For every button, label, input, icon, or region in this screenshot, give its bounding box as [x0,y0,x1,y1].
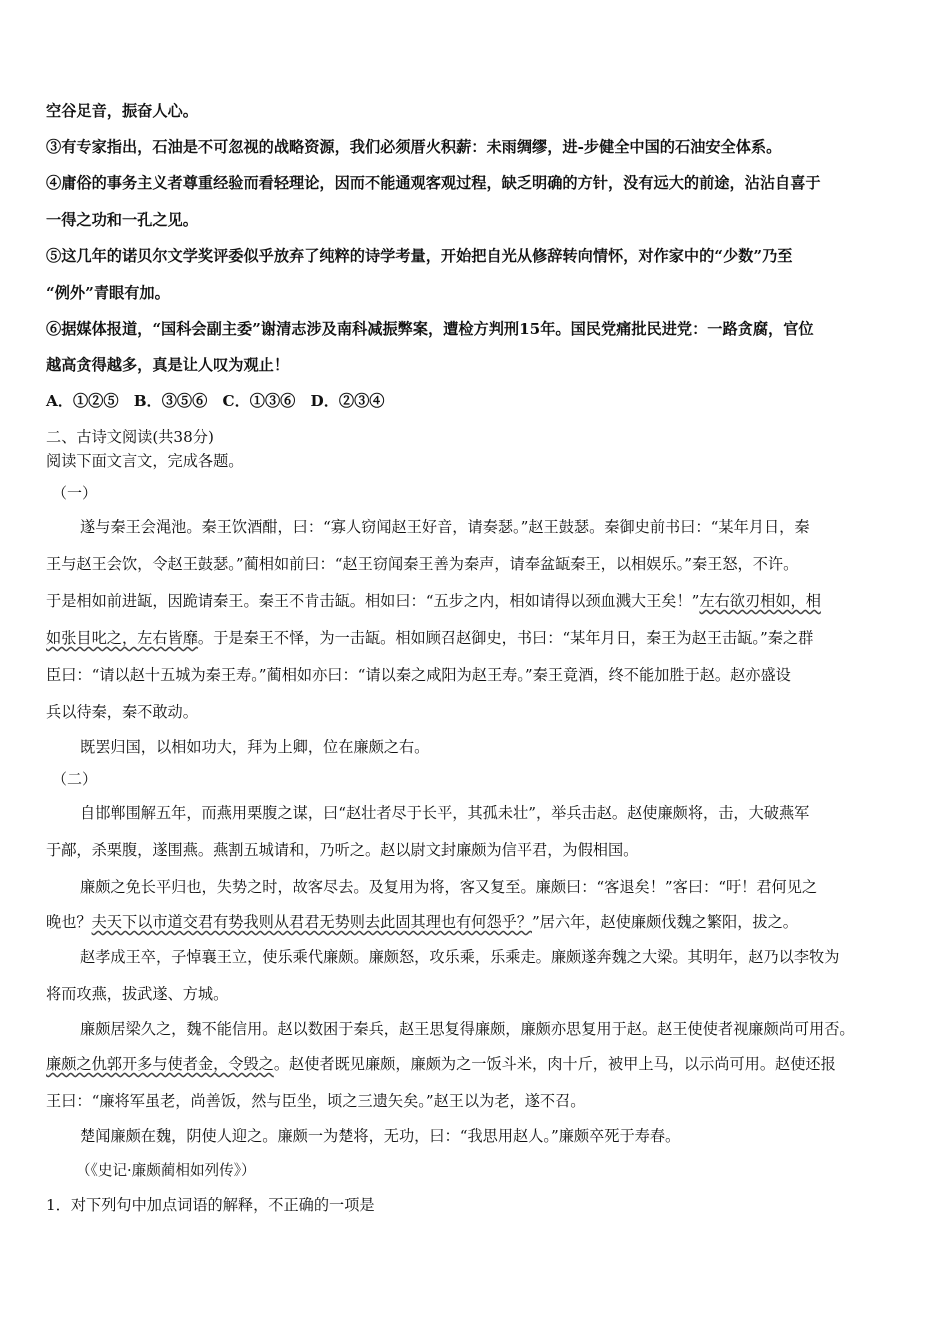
passage-text: 。赵使者既见廉颇，廉颇为之一饭斗米，肉十斤，被甲上马，以示尚可用。赵使还报 [273,1055,836,1073]
option-statement-3: ③有专家指出，石油是不可忽视的战略资源，我们必须厝火积薪：未雨绸缪，进-步健全中国的石油安全体系。 [46,138,782,156]
source-citation: （《史记·廉颇蔺相如列传》） [76,1162,256,1179]
question-text-line: 空谷足音，振奋人心。 [46,102,198,120]
passage-line: 自邯郸围解五年，而燕用栗腹之谋，曰“赵壮者尽于长平，其孤未壮”，举兵击赵。赵使廉颇将，击，大破燕军 [80,804,810,822]
passage-line: 臣曰：“请以赵十五城为秦王寿。”蔺相如亦曰：“请以秦之咸阳为赵王寿。”秦王竟酒，终不能加胜于赵。赵亦盛设 [46,666,791,684]
passage-text: 于是相如前进缻，因跪请秦王。秦王不肯击缻。相如曰：“五步之内，相如请得以颈血溅大王矣！” [46,592,700,610]
section-title: 二、古诗文阅读(共38分) [46,428,214,446]
passage-line: 王与赵王会饮，令赵王鼓瑟。”蔺相如前曰：“赵王窃闻秦王善为秦声，请奉盆缻秦王，以相娱乐。”秦王怒，不许。 [46,555,799,573]
passage-text: 。于是秦王不怿，为一击缻。相如顾召赵御史，书曰：“某年月日，秦王为赵王击缻。”秦之群 [197,629,814,647]
part-one-label: （一） [52,484,98,502]
underlined-sentence: 廉颇之仇郭开多与使者金，令毁之 [46,1055,274,1073]
underlined-sentence: 左右欲刃相如，相 [699,592,821,610]
option-statement-6-cont: 越高贪得越多，真是让人叹为观止！ [46,356,289,374]
option-statement-6: ⑥据媒体报道，“国科会副主委”谢清志涉及南科减振弊案，遭检方判刑15年。国民党痛批民进党：一路贪腐，官位 [46,320,814,338]
question-1: 1．对下列句中加点词语的解释，不正确的一项是 [46,1196,375,1214]
passage-line: 赵孝成王卒，子悼襄王立，使乐乘代廉颇。廉颇怒，攻乐乘，乐乘走。廉颇遂奔魏之大梁。其明年，赵乃以李牧为 [80,948,840,966]
passage-line: 廉颇居梁久之，魏不能信用。赵以数困于秦兵，赵王思复得廉颇，廉颇亦思复用于赵。赵王使使者视廉颇尚可用否。 [80,1020,855,1038]
passage-line: 王曰：“廉将军虽老，尚善饭，然与臣坐，顷之三遗矢矣。”赵王以为老，遂不召。 [46,1092,586,1110]
passage-line: 将而攻燕，拔武遂、方城。 [46,985,229,1003]
passage-line: 遂与秦王会渑池。秦王饮酒酣，曰：“寡人窃闻赵王好音，请奏瑟。”赵王鼓瑟。秦御史前书曰：“某年月日，秦 [80,518,810,536]
option-statement-5-cont: “例外”青眼有加。 [46,284,170,302]
passage-text: 晚也？ [46,913,92,931]
passage-line [46,911,908,933]
answer-options: A．①②⑤ B．③⑤⑥ C．①③⑥ D．②③④ [46,392,385,410]
passage-line [46,627,908,649]
underlined-sentence: 如张目叱之，左右皆靡 [46,629,198,647]
option-statement-4: ④庸俗的事务主义者尊重经验而看轻理论，因而不能通观客观过程，缺乏明确的方针，没有远大的前途，沾沾自喜于 [46,174,821,192]
option-statement-4-cont: 一得之功和一孔之见。 [46,211,198,229]
passage-text: ”居六年，赵使廉颇伐魏之繁阳，拔之。 [532,913,798,931]
underlined-sentence: 夫天下以市道交君有势我则从君君无势则去此固其理也有何怨乎？ [91,913,532,931]
passage-line [46,590,908,612]
option-statement-5: ⑤这几年的诺贝尔文学奖评委似乎放弃了纯粹的诗学考量，开始把自光从修辞转向情怀，对作家中的“少数”乃至 [46,247,793,265]
passage-line: 楚闻廉颇在魏，阴使人迎之。廉颇一为楚将，无功，曰：“我思用赵人。”廉颇卒死于寿春。 [80,1127,681,1145]
passage-line: 兵以待秦，秦不敢动。 [46,703,198,721]
passage-line: 廉颇之免长平归也，失势之时，故客尽去。及复用为将，客又复至。廉颇曰：“客退矣！”客曰：“吁！君何见之 [80,878,818,896]
passage-line: 于鄗，杀栗腹，遂围燕。燕割五城请和，乃听之。赵以尉文封廉颇为信平君，为假相国。 [46,841,639,859]
passage-line: 既罢归国，以相如功大，拜为上卿，位在廉颇之右。 [80,738,430,756]
section-instruction: 阅读下面文言文，完成各题。 [46,452,244,470]
passage-line [46,1053,908,1075]
part-two-label: （二） [52,770,98,788]
